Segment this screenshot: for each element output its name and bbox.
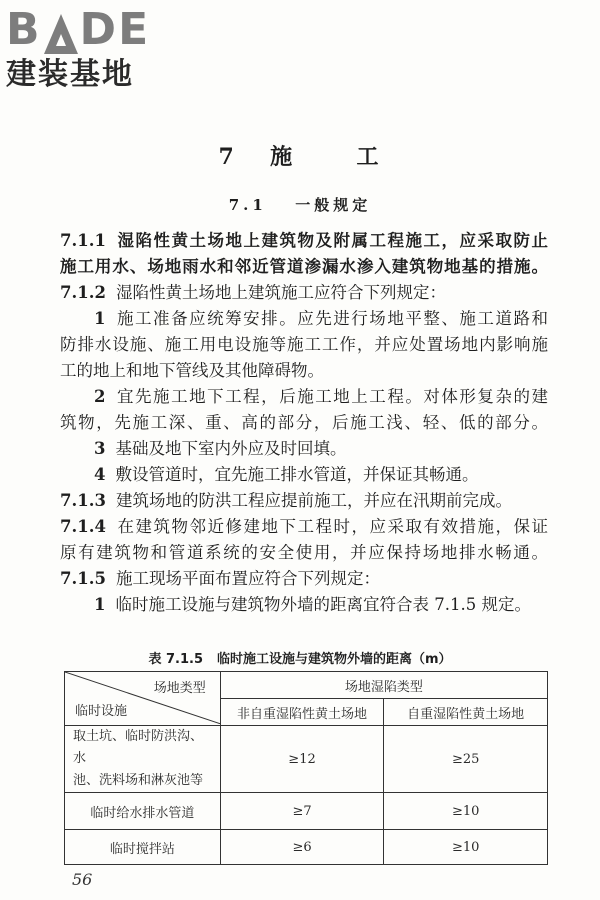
table-number: 表 7.1.5	[148, 652, 203, 667]
item-1-line-2	[60, 332, 548, 358]
table-cell: ≥25	[384, 726, 548, 793]
table-corner-cell	[65, 672, 221, 726]
chapter-title-b: 工	[356, 144, 382, 170]
distance-table	[64, 671, 548, 865]
item-4	[60, 462, 548, 488]
table-cell: ≥10	[384, 830, 548, 865]
item-text: 施工准备应统筹安排。应先进行场地平整、施工道路和	[115, 309, 548, 328]
clause-text: 在建筑物邻近修建地下工程时，应采取有效措施，保证	[115, 517, 548, 536]
clause-number: 7.1.4	[60, 517, 106, 536]
clause-7-1-4-line-1	[60, 514, 548, 540]
item-text: 敷设管道时，宜先施工排水管道，并保证其畅通。	[115, 465, 479, 484]
item-number: 1	[94, 595, 106, 614]
chapter-title-a: 施	[270, 144, 296, 170]
row-name: 临时给水排水管道	[65, 793, 221, 830]
row-name-line: 取土坑、临时防洪沟、水	[73, 729, 204, 766]
clause-number: 7.1.5	[60, 569, 106, 588]
table-title: 临时施工设施与建筑物外墙的距离（m）	[217, 652, 452, 667]
clause-text: 施工现场平面布置应符合下列规定：	[115, 569, 380, 588]
table-cell: ≥7	[220, 793, 384, 830]
clause-7-1-3	[60, 488, 548, 514]
item-1-line-3	[60, 358, 548, 384]
item-text: 临时施工设施与建筑物外墙的距离宜符合表 7.1.5 规定。	[115, 595, 531, 614]
table-caption	[0, 648, 600, 667]
bade-logo	[6, 4, 176, 92]
clause-7-1-4-line-2	[60, 540, 548, 566]
clause-text: 湿陷性黄土场地上建筑施工应符合下列规定：	[115, 283, 446, 302]
chapter-heading	[0, 140, 600, 171]
item-number: 3	[94, 439, 106, 458]
table-cell: ≥12	[220, 726, 384, 793]
table-cell: ≥10	[384, 793, 548, 830]
item-3	[60, 436, 548, 462]
clause-number: 7.1.1	[60, 231, 106, 250]
clause-number: 7.1.3	[60, 491, 106, 510]
section-title: 一般规定	[295, 196, 372, 214]
logo-letters-pre: B	[6, 4, 42, 55]
item-text: 防排水设施、施工用电设施等施工工作，并应处置场地内影响施	[60, 335, 548, 354]
table-header-row	[65, 672, 548, 699]
clause-7-1-1-line-2	[60, 254, 548, 280]
item-text: 基础及地下室内外应及时回填。	[115, 439, 347, 458]
logo-letters-post: DE	[79, 4, 151, 55]
item-number: 1	[94, 309, 106, 328]
corner-top-label: 场地类型	[153, 681, 206, 696]
clause-7-1-2	[60, 280, 548, 306]
logo-mark	[6, 4, 176, 56]
clause-text: 施工用水、场地雨水和邻近管道渗漏水渗入建筑物地基的措施。	[60, 257, 548, 276]
clause-text: 湿陷性黄土场地上建筑物及附属工程施工，应采取防止	[115, 231, 548, 250]
clause-number: 7.1.2	[60, 283, 106, 302]
table-row	[65, 726, 548, 793]
row-name-line: 池、洗料场和淋灰池等	[73, 773, 204, 788]
column-header: 自重湿陷性黄土场地	[384, 699, 548, 726]
logo-a-triangle-icon	[44, 14, 78, 54]
item-2-line-2	[60, 410, 548, 436]
clause-7-1-5-item-1	[60, 592, 548, 618]
body-text	[60, 228, 548, 618]
clause-7-1-1-line-1	[60, 228, 548, 254]
column-header: 非自重湿陷性黄土场地	[220, 699, 384, 726]
item-text: 宜先施工地下工程，后施工地上工程。对体形复杂的建	[115, 387, 548, 406]
clause-text: 原有建筑物和管道系统的安全使用，并应保持场地排水畅通。	[60, 543, 548, 562]
table-cell: ≥6	[220, 830, 384, 865]
table-row	[65, 830, 548, 865]
item-text: 筑物，先施工深、重、高的部分，后施工浅、轻、低的部分。	[60, 413, 548, 432]
page-number: 56	[72, 870, 93, 889]
item-2-line-1	[60, 384, 548, 410]
logo-chinese-text: 建装基地	[6, 57, 134, 92]
item-number: 4	[94, 465, 106, 484]
item-text: 工的地上和地下管线及其他障碍物。	[60, 361, 324, 380]
row-name: 临时搅拌站	[65, 830, 221, 865]
item-1-line-1	[60, 306, 548, 332]
table-row	[65, 793, 548, 830]
section-number: 7.1	[228, 196, 267, 214]
row-name	[65, 726, 221, 793]
chapter-number: 7	[218, 144, 237, 170]
corner-bottom-label: 临时设施	[75, 704, 128, 719]
item-number: 2	[94, 387, 106, 406]
clause-text: 建筑场地的防洪工程应提前施工，并应在汛期前完成。	[115, 491, 512, 510]
clause-7-1-5	[60, 566, 548, 592]
section-heading	[0, 194, 600, 215]
group-header: 场地湿陷类型	[220, 672, 547, 699]
